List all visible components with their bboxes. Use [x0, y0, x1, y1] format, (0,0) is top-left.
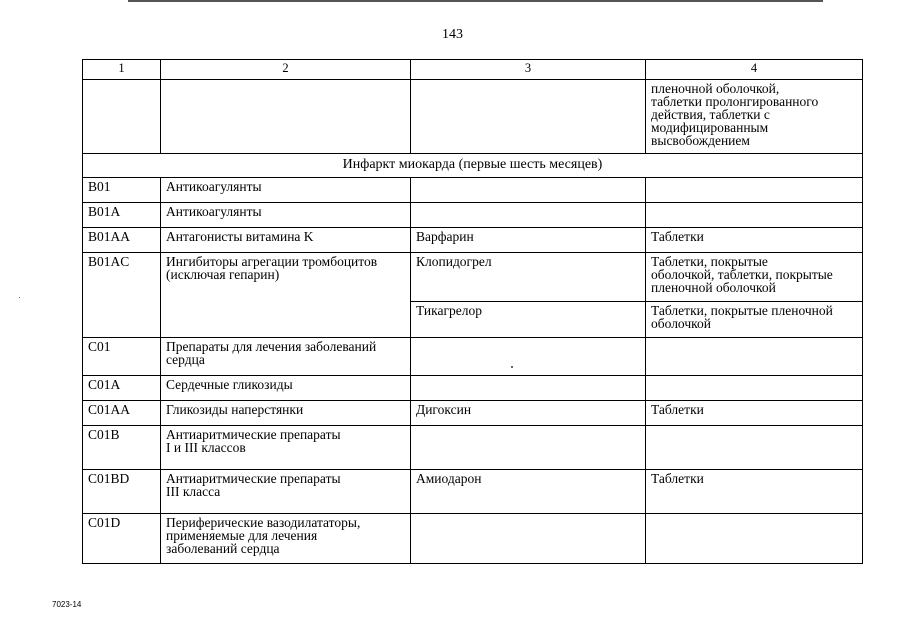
group-cell	[161, 514, 411, 564]
drug-cell	[411, 203, 646, 228]
group-line: сердца	[166, 352, 205, 367]
drug-cell	[411, 338, 646, 376]
group-line: I и III классов	[166, 440, 246, 455]
scan-speck	[511, 366, 513, 368]
forms-cell	[646, 426, 863, 470]
forms-cell: Таблетки	[646, 228, 863, 253]
drug-cell: Амиодарон	[411, 470, 646, 514]
forms-cell	[646, 302, 863, 338]
forms-cell	[646, 80, 863, 154]
drug-cell: Дигоксин	[411, 401, 646, 426]
group-cell: Антикоагулянты	[161, 178, 411, 203]
group-line: (исключая гепарин)	[166, 267, 280, 282]
table-section-row	[83, 154, 863, 178]
code-cell: C01	[83, 338, 161, 376]
group-line: Антиаритмические препараты	[166, 427, 341, 442]
code-cell: B01	[83, 178, 161, 203]
group-cell	[161, 470, 411, 514]
group-cell	[161, 253, 411, 338]
code-cell: B01AC	[83, 253, 161, 338]
group-cell	[161, 338, 411, 376]
drug-cell	[411, 376, 646, 401]
table-row	[83, 401, 863, 426]
drug-cell	[411, 178, 646, 203]
scan-speck	[19, 297, 20, 298]
table-row-continuation	[83, 80, 863, 154]
code-cell: C01B	[83, 426, 161, 470]
table-row	[83, 470, 863, 514]
forms-line: пленочной оболочкой	[651, 280, 776, 295]
forms-line: оболочкой	[651, 316, 711, 331]
table-header-row	[83, 60, 863, 80]
column-header-1: 1	[83, 60, 161, 80]
forms-line: пленочной оболочкой,	[651, 81, 780, 96]
code-cell: B01A	[83, 203, 161, 228]
forms-line: модифицированным	[651, 120, 769, 135]
drug-cell: Клопидогрел	[411, 253, 646, 302]
drug-cell: Варфарин	[411, 228, 646, 253]
forms-line: высвобождением	[651, 133, 750, 148]
column-header-3: 3	[411, 60, 646, 80]
footer-code: 7023-14	[52, 600, 82, 609]
group-line: заболеваний сердца	[166, 541, 280, 556]
forms-cell	[646, 203, 863, 228]
drug-table	[82, 59, 863, 564]
table-row	[83, 338, 863, 376]
drug-cell	[411, 80, 646, 154]
column-header-2: 2	[161, 60, 411, 80]
code-cell: C01A	[83, 376, 161, 401]
forms-cell: Таблетки	[646, 401, 863, 426]
forms-cell	[646, 338, 863, 376]
page-number: 143	[442, 27, 463, 42]
group-cell: Антикоагулянты	[161, 203, 411, 228]
group-cell: Гликозиды наперстянки	[161, 401, 411, 426]
forms-cell	[646, 376, 863, 401]
group-line: Периферические вазодилататоры,	[166, 515, 361, 530]
code-cell: C01AA	[83, 401, 161, 426]
group-cell: Антагонисты витамина K	[161, 228, 411, 253]
group-line: Препараты для лечения заболеваний	[166, 339, 377, 354]
scan-top-border	[128, 0, 823, 2]
table-row	[83, 228, 863, 253]
drug-cell	[411, 426, 646, 470]
table-row	[83, 203, 863, 228]
column-header-4: 4	[646, 60, 863, 80]
forms-cell	[646, 253, 863, 302]
group-line: III класса	[166, 484, 221, 499]
group-line: Антиаритмические препараты	[166, 471, 341, 486]
forms-cell: Таблетки	[646, 470, 863, 514]
forms-cell	[646, 178, 863, 203]
forms-line: Таблетки, покрытые пленочной	[651, 303, 833, 318]
drug-cell: Тикагрелор	[411, 302, 646, 338]
forms-line: действия, таблетки с	[651, 107, 770, 122]
code-cell	[83, 80, 161, 154]
code-cell: C01D	[83, 514, 161, 564]
forms-line: таблетки пролонгированного	[651, 94, 819, 109]
code-cell: C01BD	[83, 470, 161, 514]
group-line: Ингибиторы агрегации тромбоцитов	[166, 254, 378, 269]
group-line: применяемые для лечения	[166, 528, 318, 543]
code-cell: B01AA	[83, 228, 161, 253]
section-title: Инфаркт миокарда (первые шесть месяцев)	[83, 154, 863, 178]
table-row	[83, 514, 863, 564]
group-cell	[161, 80, 411, 154]
table-row	[83, 426, 863, 470]
table-row	[83, 253, 863, 302]
group-cell	[161, 426, 411, 470]
table-row	[83, 376, 863, 401]
drug-cell	[411, 514, 646, 564]
table-row	[83, 178, 863, 203]
forms-cell	[646, 514, 863, 564]
forms-line: Таблетки, покрытые	[651, 254, 768, 269]
group-cell: Сердечные гликозиды	[161, 376, 411, 401]
forms-line: оболочкой, таблетки, покрытые	[651, 267, 833, 282]
